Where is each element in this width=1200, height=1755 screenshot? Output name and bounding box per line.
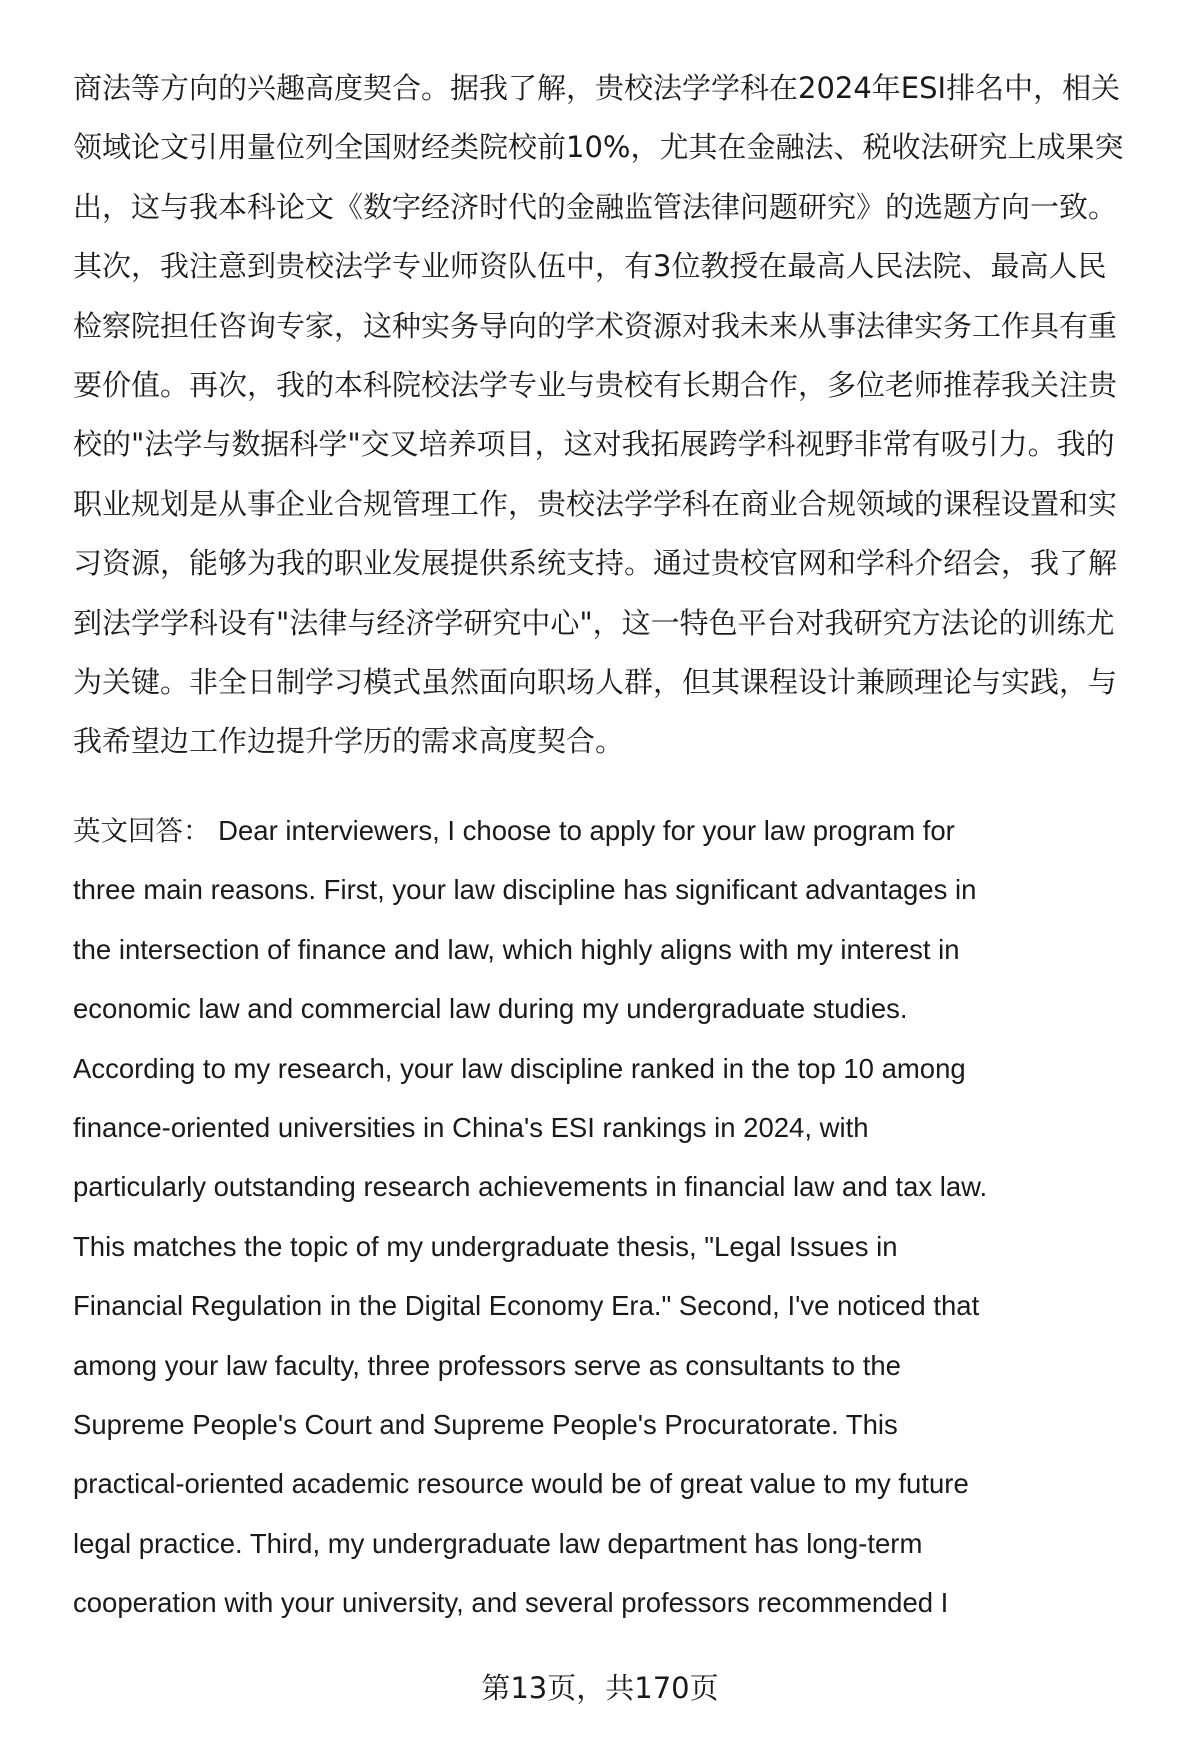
text-line: finance-oriented universities in China's ESI rankings in 2024, with — [73, 1111, 869, 1143]
text-line: the intersection of finance and law, which highly aligns with my interest in — [73, 933, 960, 965]
text-line: Financial Regulation in the Digital Economy Era." Second, I've noticed that — [73, 1290, 980, 1322]
text-line: 英文回答： Dear interviewers, I choose to apply for your law program for — [73, 815, 955, 846]
english-answer-paragraph — [73, 801, 1153, 1632]
text-line: This matches the topic of my undergraduate thesis, "Legal Issues in — [73, 1230, 898, 1262]
text-line: Supreme People's Court and Supreme People's Procuratorate. This — [73, 1408, 898, 1440]
text-line: 出，这与我本科论文《数字经济时代的金融监管法律问题研究》的选题方向一致。 — [73, 189, 1118, 224]
chinese-answer-paragraph — [73, 59, 1153, 772]
text-line: 我希望边工作边提升学历的需求高度契合。 — [73, 724, 625, 759]
text-line: 领域论文引用量位列全国财经类院校前10%，尤其在金融法、税收法研究上成果突 — [73, 130, 1124, 165]
text-line: According to my research, your law discipline ranked in the top 10 among — [73, 1052, 966, 1084]
text-line: 习资源，能够为我的职业发展提供系统支持。通过贵校官网和学科介绍会，我了解 — [73, 546, 1118, 581]
page-number: 第13页，共170页 — [481, 1671, 719, 1705]
text-line: particularly outstanding research achievements in financial law and tax law. — [73, 1171, 988, 1203]
text-line: legal practice. Third, my undergraduate law department has long-term — [73, 1527, 923, 1559]
text-line: 要价值。再次，我的本科院校法学专业与贵校有长期合作，多位老师推荐我关注贵 — [73, 367, 1118, 402]
text-line: 其次，我注意到贵校法学专业师资队伍中，有3位教授在最高人民法院、最高人民 — [73, 249, 1107, 284]
text-line: economic law and commercial law during my undergraduate studies. — [73, 993, 908, 1025]
text-line: among your law faculty, three professors serve as consultants to the — [73, 1349, 901, 1381]
text-line: cooperation with your university, and several professors recommended I — [73, 1587, 949, 1619]
text-line: three main reasons. First, your law discipline has significant advantages in — [73, 874, 977, 906]
text-line: 为关键。非全日制学习模式虽然面向职场人群，但其课程设计兼顾理论与实践，与 — [73, 664, 1118, 699]
text-line: 到法学学科设有"法律与经济学研究中心"，这一特色平台对我研究方法论的训练尤 — [73, 605, 1115, 640]
text-line: 检察院担任咨询专家，这种实务导向的学术资源对我未来从事法律实务工作具有重 — [73, 308, 1118, 343]
text-line: 商法等方向的兴趣高度契合。据我了解，贵校法学学科在2024年ESI排名中，相关 — [73, 71, 1121, 105]
text-line: practical-oriented academic resource would be of great value to my future — [73, 1468, 969, 1500]
text-line: 校的"法学与数据科学"交叉培养项目，这对我拓展跨学科视野非常有吸引力。我的 — [73, 427, 1115, 462]
text-line: 职业规划是从事企业合规管理工作，贵校法学学科在商业合规领域的课程设置和实 — [73, 486, 1118, 521]
